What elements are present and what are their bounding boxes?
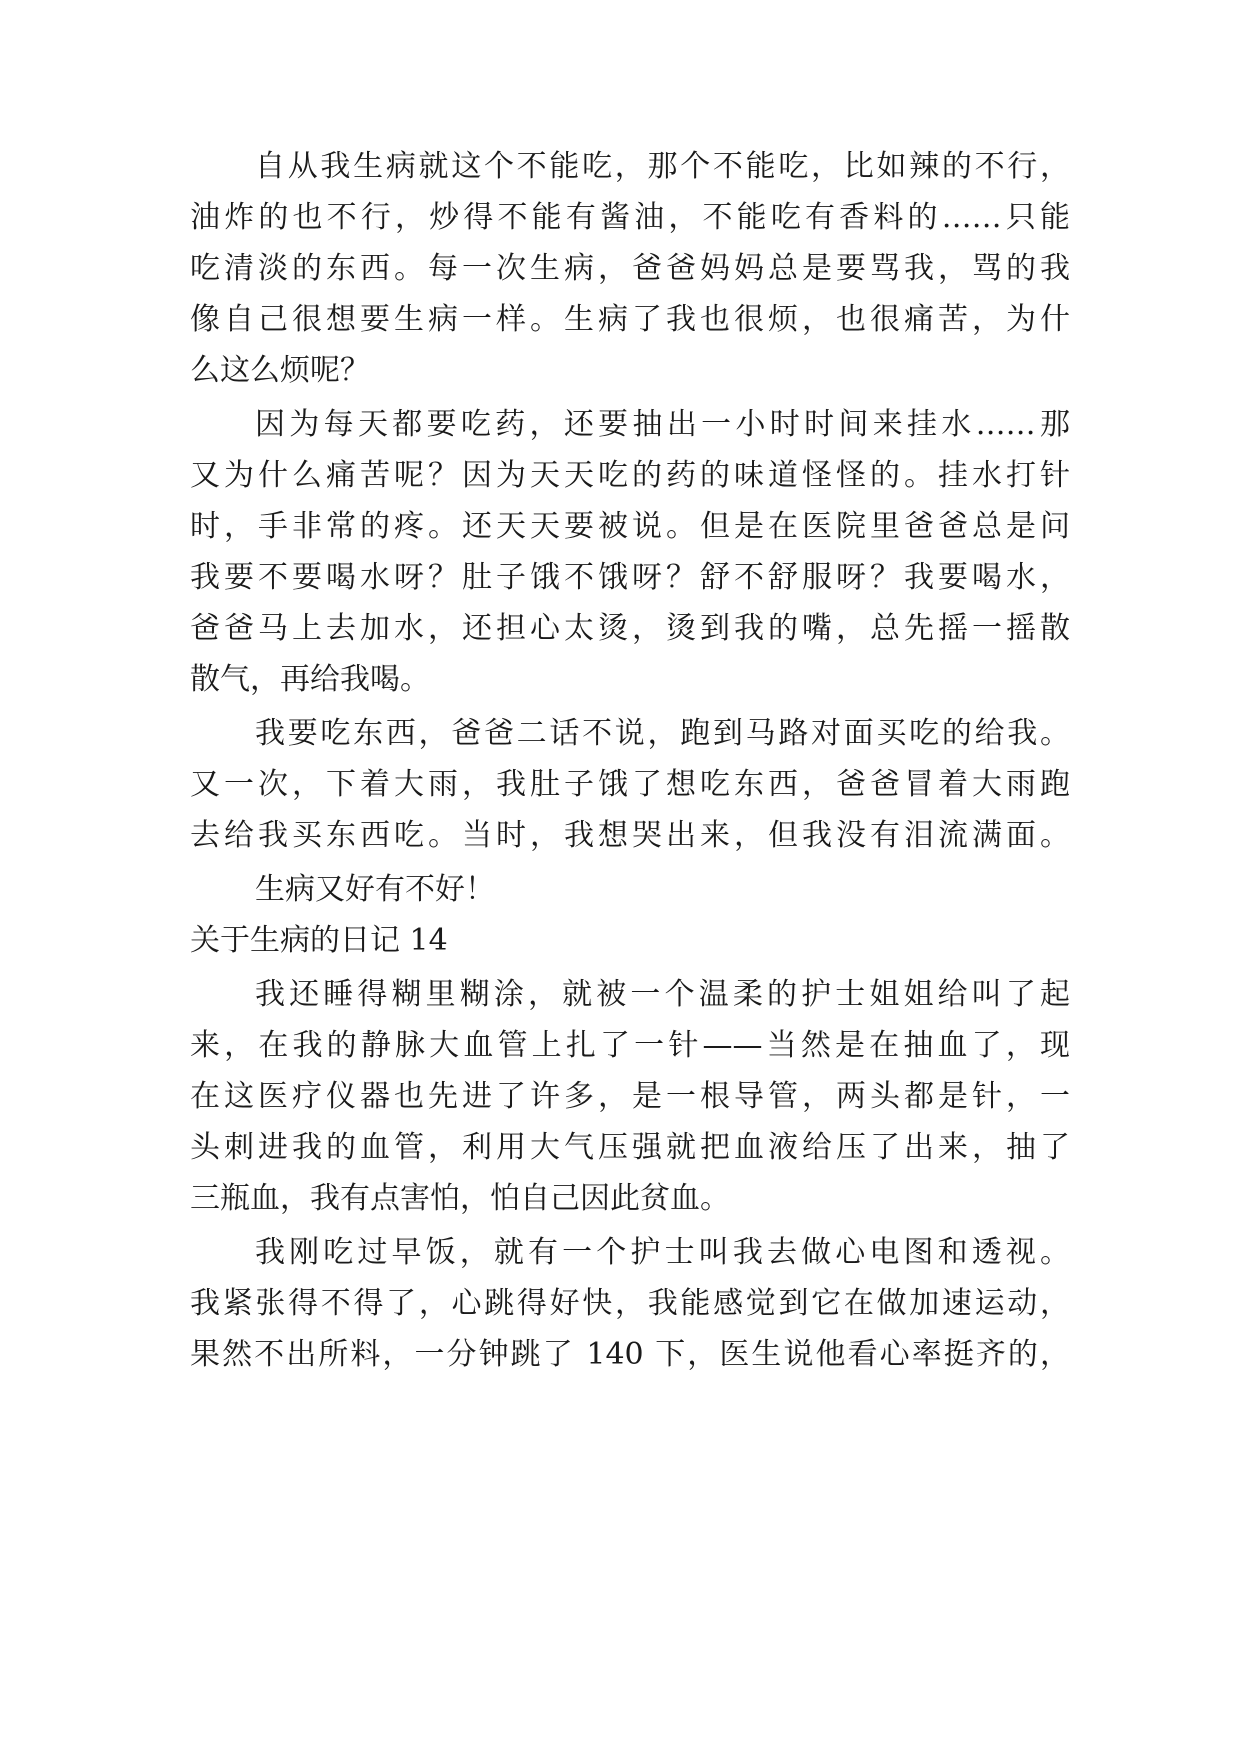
paragraph-line: 头刺进我的血管，利用大气压强就把血液给压了出来，抽了 <box>190 1130 1070 1165</box>
paragraph-line: 像自己很想要生病一样。生病了我也很烦，也很痛苦，为什 <box>190 302 1070 337</box>
paragraph-line: 我要不要喝水呀？肚子饿不饿呀？舒不舒服呀？我要喝水， <box>190 560 1070 595</box>
paragraph-line: 三瓶血，我有点害怕，怕自己因此贫血。 <box>190 1181 730 1216</box>
paragraph-line: 又为什么痛苦呢？因为天天吃的药的味道怪怪的。挂水打针 <box>190 458 1070 493</box>
paragraph-line: 又一次，下着大雨，我肚子饿了想吃东西，爸爸冒着大雨跑 <box>190 767 1070 802</box>
paragraph-line: 在这医疗仪器也先进了许多，是一根导管，两头都是针，一 <box>190 1079 1070 1114</box>
section-heading: 关于生病的日记 14 <box>190 923 448 958</box>
paragraph-line: 我紧张得不得了，心跳得好快，我能感觉到它在做加速运动， <box>190 1286 1070 1321</box>
paragraph-line: 去给我买东西吃。当时，我想哭出来，但我没有泪流满面。 <box>190 818 1070 853</box>
paragraph-line: 因为每天都要吃药，还要抽出一小时时间来挂水……那 <box>255 407 1070 442</box>
paragraph-line: 生病又好有不好！ <box>255 872 495 907</box>
paragraph-line: 来，在我的静脉大血管上扎了一针——当然是在抽血了，现 <box>190 1028 1070 1063</box>
paragraph-line: 爸爸马上去加水，还担心太烫，烫到我的嘴，总先摇一摇散 <box>190 611 1070 646</box>
paragraph-line: 散气，再给我喝。 <box>190 662 430 697</box>
paragraph-line: 我刚吃过早饭，就有一个护士叫我去做心电图和透视。 <box>255 1235 1070 1270</box>
paragraph-line: 么这么烦呢？ <box>190 353 370 388</box>
paragraph-line: 我还睡得糊里糊涂，就被一个温柔的护士姐姐给叫了起 <box>255 977 1070 1012</box>
paragraph-line: 时，手非常的疼。还天天要被说。但是在医院里爸爸总是问 <box>190 509 1070 544</box>
paragraph-line: 油炸的也不行，炒得不能有酱油，不能吃有香料的……只能 <box>190 200 1070 235</box>
paragraph-line: 果然不出所料，一分钟跳了 140 下，医生说他看心率挺齐的， <box>190 1337 1070 1372</box>
paragraph-line: 吃清淡的东西。每一次生病，爸爸妈妈总是要骂我，骂的我 <box>190 251 1070 286</box>
paragraph-line: 我要吃东西，爸爸二话不说，跑到马路对面买吃的给我。 <box>255 716 1070 751</box>
paragraph-line: 自从我生病就这个不能吃，那个不能吃，比如辣的不行， <box>255 149 1070 184</box>
